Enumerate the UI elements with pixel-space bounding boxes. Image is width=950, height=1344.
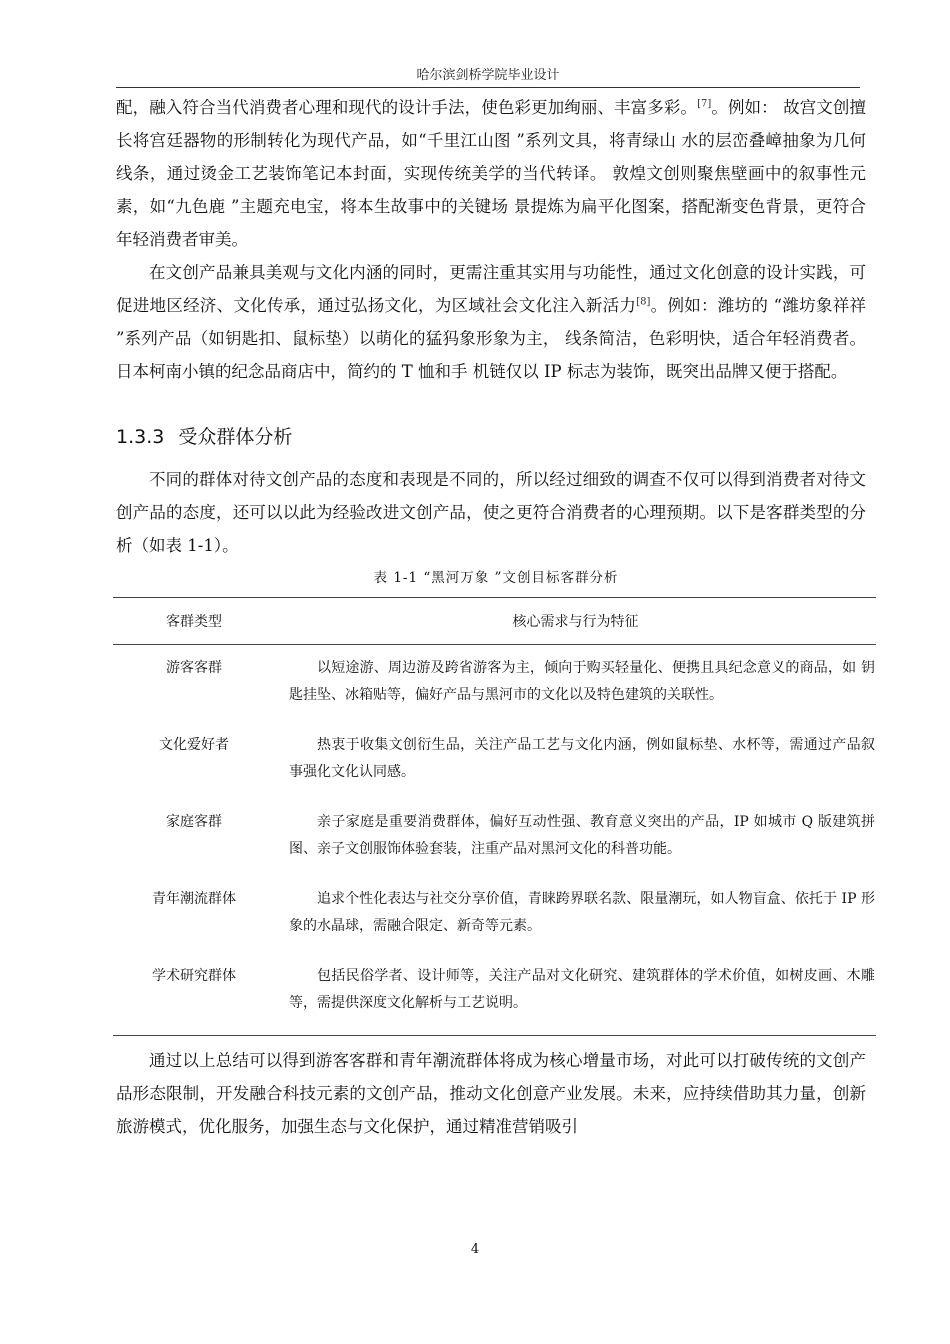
page-header: 哈尔滨剑桥学院毕业设计 — [416, 68, 560, 83]
header-divider — [116, 87, 860, 88]
header-core-needs: 核心需求与行为特征 — [275, 598, 876, 645]
citation-8: [8] — [636, 296, 651, 308]
cell-type: 学术研究群体 — [113, 955, 275, 1036]
body-block-bottom — [116, 1044, 866, 1143]
page-number: 4 — [470, 1242, 480, 1257]
audience-table — [113, 597, 876, 1036]
table-row — [113, 645, 876, 725]
table-row — [113, 801, 876, 878]
cell-desc: 亲子家庭是重要消费群体，偏好互动性强、教育意义突出的产品，IP 如城市 Q 版建筑拼图、亲子文创服饰体验套装，注重产品对黑河文化的科普功能。 — [289, 814, 875, 857]
paragraph-1-text: 配，融入符合当代消费者心理和现代的设计手法，使色彩更加绚丽、丰富多彩。 — [116, 98, 698, 117]
paragraph-2-text: 在文创产品兼具美观与文化内涵的同时，更需注重其实用与功能性，通过文化创意的设计实践，可促进地区经济、文化传承，通过弘扬文化，为区域社会文化注入新活力 — [116, 263, 866, 315]
table-caption: 表 1-1 “黑河万象 ”文创目标客群分析 — [373, 570, 619, 586]
cell-type: 游客客群 — [166, 660, 222, 676]
paragraph-4: 通过以上总结可以得到游客客群和青年潮流群体将成为核心增量市场，对此可以打破传统的文创产品形态限制，开发融合科技元素的文创产品，推动文化创意产业发展。未来，应持续借助其力量，创新旅游模式，优化服务，加强生态与文化保护，通过精准营销吸引 — [116, 1051, 866, 1136]
table-row — [113, 724, 876, 801]
cell-desc: 包括民俗学者、设计师等，关注产品对文化研究、建筑群体的学术价值，如树皮画、木雕等，需提供深度文化解析与工艺说明。 — [275, 955, 876, 1036]
cell-type: 家庭客群 — [166, 814, 222, 830]
cell-type: 青年潮流群体 — [152, 891, 236, 907]
table-header-row — [113, 598, 876, 645]
section-heading — [116, 422, 292, 449]
paragraph-1 — [116, 91, 866, 256]
header-customer-type: 客群类型 — [113, 598, 275, 645]
table-row — [113, 878, 876, 955]
cell-type: 文化爱好者 — [159, 737, 229, 753]
cell-desc: 追求个性化表达与社交分享价值，青睐跨界联名款、限量潮玩，如人物盲盒、依托于 IP 形象的水晶球，需融合限定、新奇等元素。 — [289, 891, 875, 934]
paragraph-2-tail: 。例如：潍坊的 “潍坊象祥祥 ”系列产品（如钥匙扣、鼠标垫）以萌化的猛犸象形象为主， 线条简洁，色彩明快，适合年轻消费者。 日本柯南小镇的纪念品商店中，简约的 T 恤和手 机链仅以 IP 标志为装饰，既突出品牌又便于搭配。 — [116, 296, 867, 381]
paragraph-2 — [116, 256, 866, 388]
section-title: 受众群体分析 — [178, 426, 293, 448]
paragraph-3: 不同的群体对待文创产品的态度和表现是不同的，所以经过细致的调查不仅可以得到消费者对待文创产品的态度，还可以以此为经验改进文创产品，使之更符合消费者的心理预期。以下是客群类型的分析（如表 1-1）。 — [116, 470, 866, 555]
cell-desc: 热衷于收集文创衍生品，关注产品工艺与文化内涵，例如鼠标垫、水杯等，需通过产品叙事强化文化认同感。 — [289, 737, 875, 780]
body-block-middle — [116, 463, 866, 562]
body-block-top — [116, 91, 866, 388]
section-number: 1.3.3 — [116, 426, 165, 448]
paragraph-1-tail: 。例如： 故宫文创擅长将宫廷器物的形制转化为现代产品，如“千里江山图 ”系列文具，将青绿山 水的层峦叠嶂抽象为几何线条，通过烫金工艺装饰笔记本封面，实现传统美学的当代转译。 敦煌文创则聚焦壁画中的叙事性元素，如“九色鹿 ”主题充电宝，将本生故事中的关键场 景提炼为扁平化图案，搭配渐变色背景，更符合年轻消费者审美。 — [116, 98, 866, 249]
citation-7: [7] — [697, 98, 712, 110]
cell-desc: 以短途游、周边游及跨省游客为主，倾向于购买轻量化、便携且具纪念意义的商品，如 钥匙挂坠、冰箱贴等，偏好产品与黑河市的文化以及特色建筑的关联性。 — [289, 660, 875, 703]
table-row — [113, 955, 876, 1036]
